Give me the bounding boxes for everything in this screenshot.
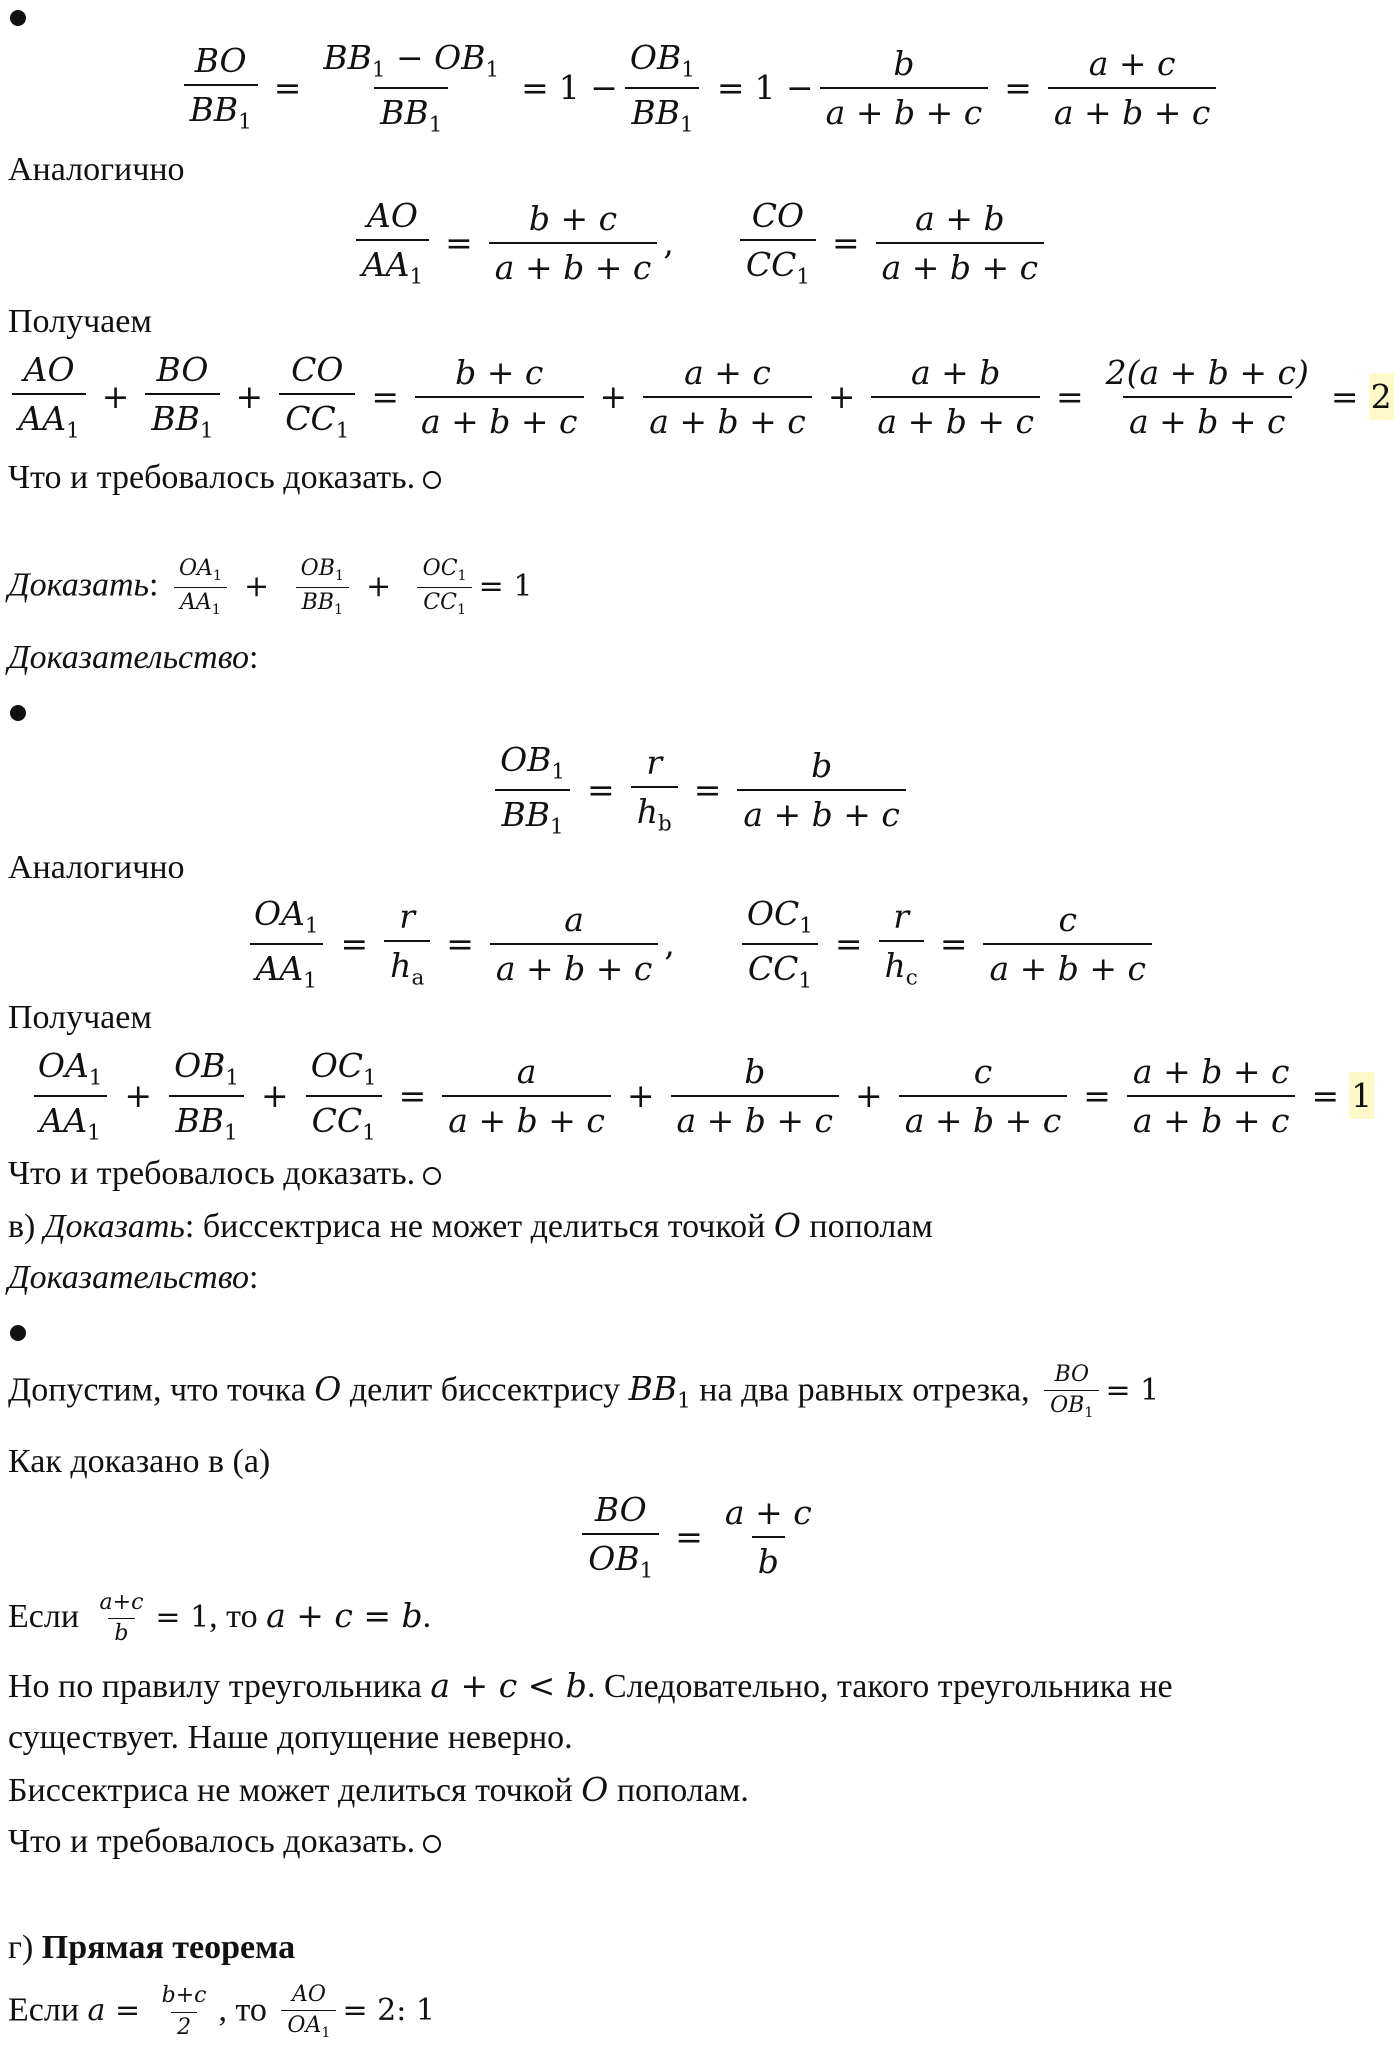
equation-oa-oc: $\frac{OA_1}{AA_1}$ = $\frac{r}{h_a}$ = $\frac{a}{a + b + c}$ , $\frac{OC_1}{CC_1}$ = $\frac{r}{h_c}$ = $\frac{c}{a + b + c}$ [0, 894, 1400, 993]
text-no-po: Но по правилу треугольника a + c < b. Следовательно, такого треугольника не [8, 1666, 1173, 1705]
circle-icon [423, 471, 441, 489]
text-qed-1: Что и требовалось доказать. [8, 458, 441, 499]
heading-proof-2: Доказательство: [8, 1259, 259, 1296]
text-analogichno-2: Аналогично [8, 849, 185, 886]
result-one: 1 [1349, 1072, 1374, 1119]
equation-sum-two: $\frac{AO}{AA_1}$ + $\frac{BO}{BB_1}$ + $\frac{CO}{CC_1}$ = $\frac{b + c}{a + b + c}$ + $\frac{a + c}{a + b + c}$ + $\frac{a + b}{a + b + c}$ = $\frac{2(a + b + c)}{a + b + c}$ = 2 [0, 350, 1400, 444]
text-analogichno: Аналогично [8, 151, 185, 188]
bullet-icon [10, 10, 26, 26]
text-poluchaem: Получаем [8, 303, 152, 340]
bullet-icon [10, 1325, 26, 1341]
equation-sum-one: $\frac{OA_1}{AA_1}$ + $\frac{OB_1}{BB_1}$ + $\frac{OC_1}{CC_1}$ = $\frac{a}{a + b + c}$ + $\frac{b}{a + b + c}$ + $\frac{c}{a + b + c}$ = $\frac{a + b + c}{a + b + c}$ = 1 [0, 1046, 1400, 1145]
text-qed-3: Что и требовалось доказать. [8, 1822, 441, 1863]
text-dopustim: Допустим, что точка O делит биссектрису $BB_1$ на два равных отрезка, $\frac{BO}{OB_1}$ = 1 [8, 1362, 1160, 1422]
equation-ob-ratio: $\frac{OB_1}{BB_1}$ = $\frac{r}{h_b}$ = $\frac{b}{a + b + c}$ [0, 740, 1400, 839]
circle-icon [423, 1167, 441, 1185]
circle-icon [423, 1835, 441, 1853]
text-poluchaem-2: Получаем [8, 999, 152, 1036]
statement-prove-sum: Доказать: $\frac{OA_1}{AA_1}$ + $\frac{OB_1}{BB_1}$ + $\frac{OC_1}{CC_1}$ = 1 [8, 556, 533, 619]
statement-v: в) Доказать: биссектриса не может делиться точкой O пополам [8, 1206, 933, 1245]
result-two: 2 [1369, 373, 1394, 420]
equation-bo-ratio: $\frac{BO}{BB_1}$ = $\frac{BB_1 - OB_1}{BB_1}$ = 1 − $\frac{OB_1}{BB_1}$ = 1 − $\frac{b}{a + b + c}$ = $\frac{a + c}{a + b + c}$ [0, 38, 1400, 137]
text-qed-2: Что и требовалось доказать. [8, 1154, 441, 1195]
text-kak-dokazano: Как доказано в (а) [8, 1443, 271, 1480]
text-esli: Если $\frac{a+c}{b}$ = 1, то a + c = b. [8, 1590, 432, 1647]
bullet-icon [10, 705, 26, 721]
text-sushchestvuet: существует. Наше допущение неверно. [8, 1719, 573, 1756]
heading-g: г) Прямая теорема [8, 1929, 296, 1966]
heading-proof-1: Доказательство: [8, 639, 259, 676]
equation-bo-ob: $\frac{BO}{OB_1}$ = $\frac{a + c}{b}$ [0, 1490, 1400, 1584]
equation-ao-co: $\frac{AO}{AA_1}$ = $\frac{b + c}{a + b + c}$ , $\frac{CO}{CC_1}$ = $\frac{a + b}{a + b + c}$ [0, 196, 1400, 290]
text-bisektrisa: Биссектриса не может делиться точкой O пополам. [8, 1770, 749, 1809]
text-esli-g: Если a = $\frac{b+c}{2}$ , то $\frac{AO}{OA_1}$ = 2: 1 [8, 1982, 435, 2042]
